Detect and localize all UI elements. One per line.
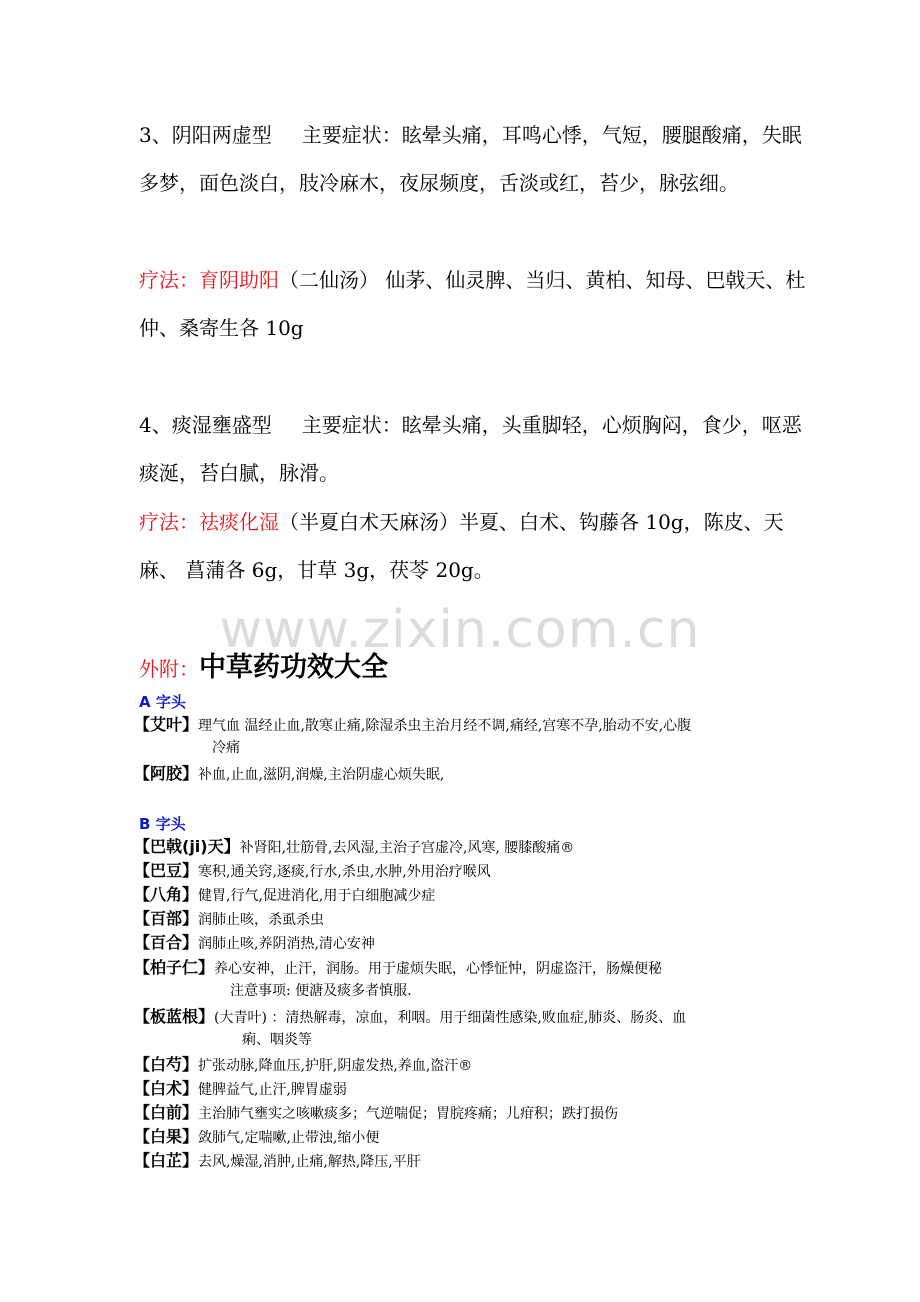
- type-3-symptoms-text: 主要症状：眩晕头痛，耳鸣心悸，气短，腰腿酸痛，失眠多梦，面色淡白，肢冷麻木，夜尿频度，舌淡或红，苔少，脉弦细。: [139, 123, 802, 195]
- type-3-treatment-label: 疗法：育阴助阳: [139, 268, 279, 292]
- herb-entry: [134, 1006, 794, 1051]
- type-3-formula: （二仙汤）: [279, 268, 379, 292]
- herb-name: 【阿胶】: [134, 764, 199, 783]
- herb-name: 【百部】: [134, 909, 199, 928]
- herb-desc: 敛肺气,定喘嗽,止带浊,缩小便: [198, 1130, 380, 1146]
- herb-name: 【白前】: [134, 1103, 199, 1122]
- herb-entry: [134, 1150, 794, 1173]
- herb-desc-cont: 冷痛: [212, 740, 240, 756]
- herb-entry: [134, 836, 794, 859]
- herb-entry: [134, 860, 794, 883]
- herb-desc: 养心安神，止汗，润肠。用于虚烦失眠，心悸怔忡，阴虚盗汗，肠燥便秘: [214, 961, 663, 977]
- herb-desc: 理气血 温经止血,散寒止痛,除湿杀虫主治月经不调,痛经,宫寒不孕,胎动不安,心腹: [198, 718, 692, 734]
- herb-desc: 润肺止咳，杀虱杀虫: [198, 912, 325, 928]
- herb-desc: 去风,燥湿,消肿,止痛,解热,降压,平肝: [198, 1154, 421, 1170]
- herb-name: 【柏子仁】: [134, 958, 215, 977]
- section-head-b: B 字头: [139, 815, 186, 833]
- type-4-formula: （半夏白术天麻汤）: [279, 510, 459, 534]
- herb-entry: [134, 1126, 794, 1149]
- herb-name: 【艾叶】: [134, 715, 199, 734]
- herb-name: 【百合】: [134, 933, 199, 952]
- type-4-treatment: [139, 498, 809, 594]
- section-head-a: A 字头: [139, 693, 186, 711]
- herb-desc: (大青叶) ：清热解毒，凉血，利咽。用于细菌性感染,败血症,肺炎、肠炎、血: [214, 1010, 687, 1026]
- herb-desc: 寒积,通关窍,逐痰,行水,杀虫,水肿,外用治疗喉风: [198, 864, 491, 880]
- type-4-herbs: 半夏、白术、钩藤各 10g，陈皮、天麻、 菖蒲各 6g，甘草 3g，茯苓 20g。: [139, 510, 784, 582]
- watermark: www.zixin.com.cn: [219, 600, 701, 660]
- type-3-symptoms: [139, 111, 809, 207]
- herb-name: 【巴戟(ji)天】: [134, 837, 240, 856]
- herb-desc-cont: 痢、咽炎等: [242, 1032, 312, 1048]
- type-4-treatment-label: 疗法：祛痰化湿: [139, 510, 279, 534]
- herb-entry: [134, 1054, 794, 1077]
- herb-desc: 补肾阳,壮筋骨,去风湿,主治子宫虚冷,风寒, 腰膝酸痛®: [239, 840, 575, 856]
- herb-entry: [134, 1078, 794, 1101]
- herb-name: 【巴豆】: [134, 861, 199, 880]
- herb-entry: [134, 932, 794, 955]
- herb-desc: 健胃,行气,促进消化,用于白细胞减少症: [198, 888, 436, 904]
- appendix-prefix: 外附：: [139, 657, 199, 681]
- herb-name: 【八角】: [134, 885, 199, 904]
- herb-desc: 主治肺气壅实之咳嗽痰多；气逆喘促；胃脘疼痛；儿疳积；跌打损伤: [198, 1106, 619, 1122]
- herb-name: 【白芷】: [134, 1151, 199, 1170]
- herb-desc: 润肺止咳,养阴消热,清心安神: [198, 936, 375, 952]
- herb-entry: [134, 908, 794, 931]
- herb-name: 【板蓝根】: [134, 1007, 215, 1026]
- herb-entry: [134, 763, 794, 786]
- type-3-herbs: 仙茅、仙灵脾、当归、黄柏、知母、巴戟天、杜仲、桑寄生各 10g: [139, 268, 806, 340]
- appendix-title-text: 中草药功效大全: [199, 652, 388, 683]
- type-3-treatment: [139, 256, 809, 352]
- herb-entry: [134, 1102, 794, 1125]
- herb-entry: [134, 714, 794, 759]
- type-4-symptoms: [139, 401, 809, 497]
- herb-entry: [134, 884, 794, 907]
- herb-desc: 补血,止血,滋阴,润燥,主治阴虚心烦失眠,: [198, 767, 445, 783]
- herb-desc: 健脾益气,止汗,脾胃虚弱: [198, 1082, 347, 1098]
- appendix-title: [139, 645, 388, 684]
- type-4-symptoms-text: 主要症状：眩晕头痛，头重脚轻，心烦胸闷，食少，呕恶痰涎，苔白腻，脉滑。: [139, 413, 802, 485]
- type-4-heading: 4、痰湿壅盛型: [139, 413, 272, 437]
- herb-desc-cont: 注意事项: 便溏及痰多者慎服.: [230, 983, 412, 999]
- herb-name: 【白芍】: [134, 1055, 199, 1074]
- herb-name: 【白术】: [134, 1079, 199, 1098]
- herb-entry: [134, 957, 794, 1002]
- herb-desc: 扩张动脉,降血压,护肝,阴虚发热,养血,盗汗®: [198, 1058, 473, 1074]
- type-3-heading: 3、阴阳两虚型: [139, 123, 272, 147]
- herb-name: 【白果】: [134, 1127, 199, 1146]
